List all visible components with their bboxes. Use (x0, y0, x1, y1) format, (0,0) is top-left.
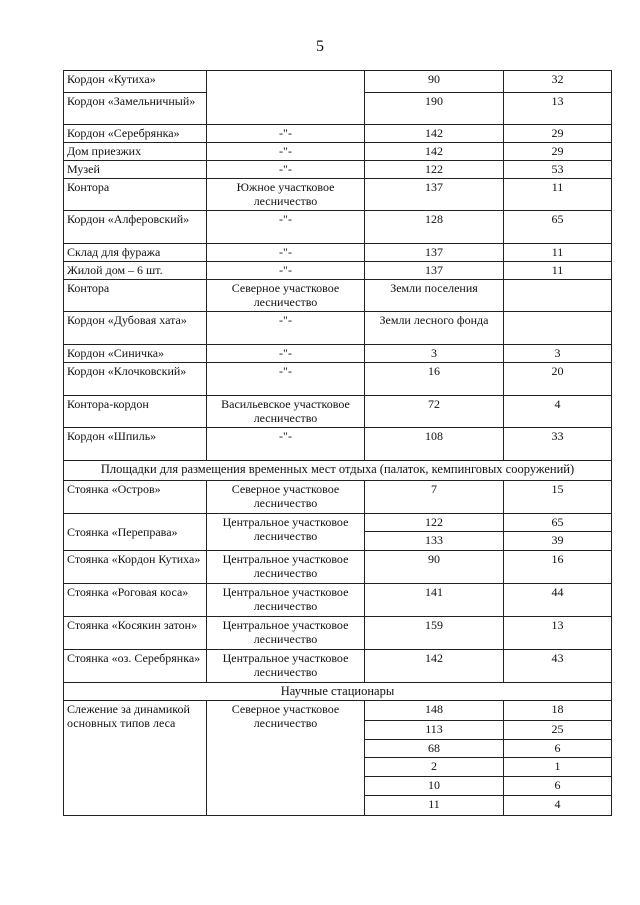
table-row (64, 280, 612, 312)
object-name: Стоянка «Переправа» (64, 514, 207, 551)
table-row (64, 179, 612, 211)
object-name: Музей (64, 161, 207, 179)
table-row (64, 650, 612, 683)
value-col1: 137 (365, 244, 504, 262)
object-name: Контора (64, 179, 207, 211)
object-name: Стоянка «Остров» (64, 481, 207, 514)
value-col1: 16 (365, 363, 504, 396)
value-col2: 65 (504, 211, 612, 244)
forestry-name: Центральное участковое лесничество (207, 650, 365, 683)
value-col1: 68 (365, 740, 504, 758)
value-col1: 122 (365, 514, 504, 532)
value-col2 (504, 312, 612, 345)
value-col2: 29 (504, 143, 612, 161)
value-col2: 1 (504, 758, 612, 777)
forestry-name: Васильевское участковое лесничество (207, 396, 365, 428)
value-col1: 141 (365, 584, 504, 617)
value-col1: 90 (365, 71, 504, 93)
forestry-name: Центральное участковое лесничество (207, 617, 365, 650)
forestry-name: Северное участковое лесничество (207, 701, 365, 816)
value-col2: 65 (504, 514, 612, 532)
object-name: Дом приезжих (64, 143, 207, 161)
section-header-camps (64, 461, 612, 481)
section-header-science (64, 683, 612, 701)
forestry-name: -"- (207, 244, 365, 262)
value-col2: 4 (504, 396, 612, 428)
forestry-name: -"- (207, 363, 365, 396)
forestry-name: Центральное участковое лесничество (207, 551, 365, 584)
value-col2: 43 (504, 650, 612, 683)
forestry-name: -"- (207, 143, 365, 161)
value-col2: 29 (504, 125, 612, 143)
value-col2: 44 (504, 584, 612, 617)
table-row (64, 514, 612, 532)
forestry-name: Центральное участковое лесничество (207, 584, 365, 617)
value-col1: 122 (365, 161, 504, 179)
forestry-name: Южное участковое лесничество (207, 179, 365, 211)
table-row (64, 161, 612, 179)
value-col2: 16 (504, 551, 612, 584)
table-row (64, 312, 612, 345)
object-name: Жилой дом – 6 шт. (64, 262, 207, 280)
value-col1: 3 (365, 345, 504, 363)
value-col1: 11 (365, 796, 504, 816)
forestry-name: -"- (207, 125, 365, 143)
object-name: Стоянка «Косякин затон» (64, 617, 207, 650)
value-col2: 3 (504, 345, 612, 363)
forestry-name: -"- (207, 211, 365, 244)
value-col1: 142 (365, 143, 504, 161)
table-row (64, 551, 612, 584)
value-col1: 2 (365, 758, 504, 777)
value-col1: 142 (365, 125, 504, 143)
value-col1: 142 (365, 650, 504, 683)
table-row (64, 345, 612, 363)
table-row (64, 211, 612, 244)
value-col2: 53 (504, 161, 612, 179)
object-name: Контора-кордон (64, 396, 207, 428)
object-name: Кордон «Клочковский» (64, 363, 207, 396)
object-name: Кордон «Дубовая хата» (64, 312, 207, 345)
forestry-name: -"- (207, 262, 365, 280)
table-row (64, 396, 612, 428)
table-row (64, 428, 612, 461)
value-col2: 32 (504, 71, 612, 93)
value-col2: 15 (504, 481, 612, 514)
table-row (64, 143, 612, 161)
section-title: Научные стационары (64, 683, 612, 701)
value-col1: 10 (365, 777, 504, 796)
value-col2: 13 (504, 617, 612, 650)
forestry-name: -"- (207, 428, 365, 461)
value-col1: 108 (365, 428, 504, 461)
value-col1: Земли поселения (365, 280, 504, 312)
value-col2: 25 (504, 721, 612, 740)
table-row (64, 481, 612, 514)
table-row (64, 363, 612, 396)
value-col2: 33 (504, 428, 612, 461)
value-col1: 137 (365, 179, 504, 211)
table-row (64, 262, 612, 280)
objects-table (63, 70, 612, 816)
object-name: Кордон «Серебрянка» (64, 125, 207, 143)
value-col1: 190 (365, 93, 504, 125)
object-name: Стоянка «оз. Серебрянка» (64, 650, 207, 683)
value-col2: 20 (504, 363, 612, 396)
value-col1: 137 (365, 262, 504, 280)
table-row (64, 125, 612, 143)
value-col2: 11 (504, 244, 612, 262)
value-col1: 113 (365, 721, 504, 740)
forestry-name: Центральное участковое лесничество (207, 514, 365, 551)
value-col2: 11 (504, 179, 612, 211)
object-name: Кордон «Алферовский» (64, 211, 207, 244)
value-col2: 6 (504, 740, 612, 758)
object-name: Кордон «Кутиха» (64, 71, 207, 93)
object-name: Стоянка «Кордон Кутиха» (64, 551, 207, 584)
table-row (64, 244, 612, 262)
object-name: Кордон «Синичка» (64, 345, 207, 363)
value-col1: 7 (365, 481, 504, 514)
object-name: Кордон «Шпиль» (64, 428, 207, 461)
section-title: Площадки для размещения временных мест отдыха (палаток, кемпинговых сооружений) (64, 461, 612, 481)
value-col1: 90 (365, 551, 504, 584)
table-row (64, 701, 612, 721)
value-col2: 4 (504, 796, 612, 816)
object-name: Склад для фуража (64, 244, 207, 262)
forestry-name: -"- (207, 161, 365, 179)
forestry-name: Северное участковое лесничество (207, 481, 365, 514)
value-col2: 11 (504, 262, 612, 280)
value-col2: 39 (504, 532, 612, 551)
value-col2 (504, 280, 612, 312)
forestry-name: Северное участковое лесничество (207, 280, 365, 312)
forestry-name: -"- (207, 345, 365, 363)
table-row (64, 71, 612, 93)
value-col1: 72 (365, 396, 504, 428)
object-name: Слежение за динамикой основных типов леса (64, 701, 207, 816)
value-col1: 133 (365, 532, 504, 551)
value-col2: 13 (504, 93, 612, 125)
forestry-name (207, 71, 365, 125)
object-name: Кордон «Замельничный» (64, 93, 207, 125)
page-number: 5 (316, 38, 324, 55)
value-col2: 6 (504, 777, 612, 796)
value-col1: 148 (365, 701, 504, 721)
value-col1: 128 (365, 211, 504, 244)
table-row (64, 617, 612, 650)
table-row (64, 584, 612, 617)
value-col1: 159 (365, 617, 504, 650)
object-name: Стоянка «Роговая коса» (64, 584, 207, 617)
forestry-name: -"- (207, 312, 365, 345)
object-name: Контора (64, 280, 207, 312)
value-col2: 18 (504, 701, 612, 721)
value-col1: Земли лесного фонда (365, 312, 504, 345)
